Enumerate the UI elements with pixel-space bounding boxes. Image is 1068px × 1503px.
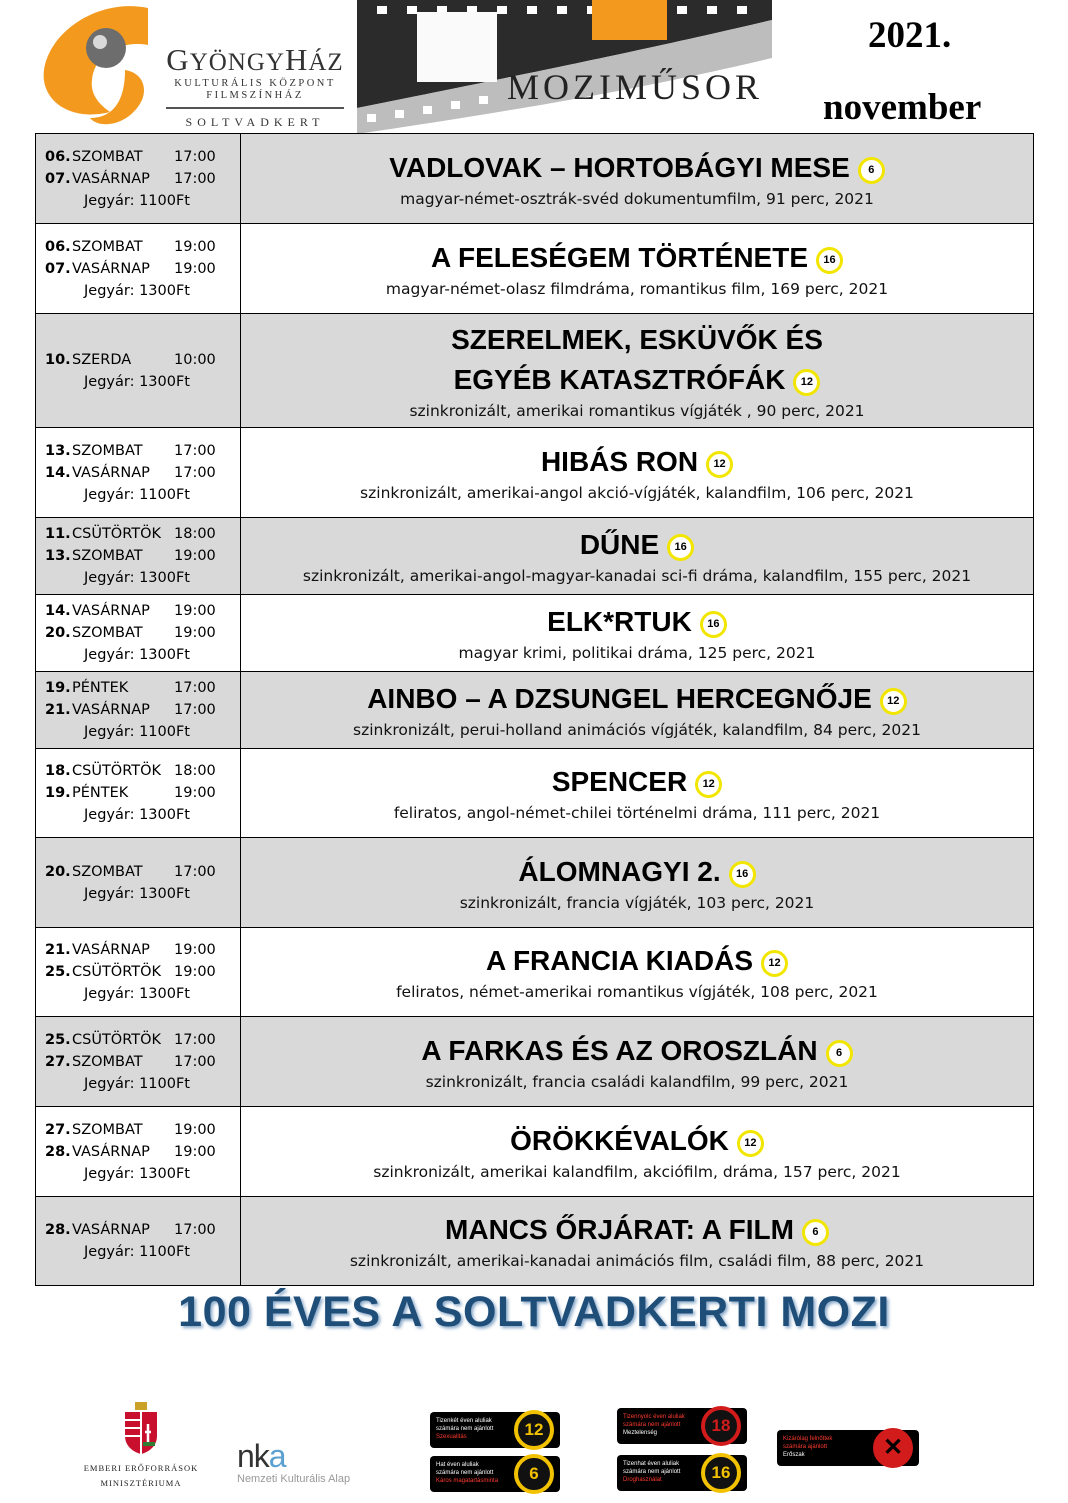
schedule-row [36,672,1034,749]
rating-text: Erőszak [783,1452,805,1458]
schedule-year: 2021. [868,15,952,56]
show-time: 19:00 [174,1121,216,1138]
movie-title-line [580,525,694,565]
movie-title-line [552,762,722,802]
movie-cell [241,595,1033,671]
showtime [45,146,240,168]
schedule-row [36,518,1034,595]
schedule-row [36,838,1034,928]
rating-18-icon: 18 [701,1406,741,1446]
show-day: SZOMBAT [72,863,143,880]
showtimes-cell [36,838,241,927]
rating-text: számára nem ajánlott [436,1470,494,1476]
age-rating-icon: 16 [729,861,756,888]
gyongyhaz-logo-text [166,42,344,130]
schedule-table [35,133,1034,1286]
showtime [45,622,240,644]
rating-text: Tizenkét éven aluliak [436,1418,492,1424]
ticket-price: Jegyár: 1100Ft [84,1075,190,1092]
showtime [45,462,240,484]
age-rating-6-badge [430,1456,560,1492]
show-time: 18:00 [174,526,216,542]
show-time: 17:00 [174,1031,216,1048]
show-time: 17:00 [174,863,216,880]
movie-title: SZERELMEK, ESKÜVŐK ÉS [451,323,823,355]
showtime [45,236,240,258]
show-day: PÉNTEK [72,680,129,696]
show-day: CSÜTÖRTÖK [72,763,162,779]
movie-title-line [431,238,843,278]
showtime [45,699,240,721]
ticket-price: Jegyár: 1100Ft [84,724,190,740]
age-rating-icon: 6 [858,157,885,184]
show-date: 14. [45,464,71,481]
age-rating-adult-badge [777,1430,919,1466]
show-time: 19:00 [174,625,216,641]
show-time: 17:00 [174,1053,216,1070]
showtimes-cell [36,224,241,313]
show-date: 13. [45,442,71,459]
gyongyhaz-logo-icon [30,0,170,130]
showtimes-cell [36,1017,241,1106]
show-day: SZOMBAT [72,442,143,459]
show-time: 17:00 [174,680,216,696]
ticket-price: Jegyár: 1100Ft [84,486,190,503]
show-date: 20. [45,863,71,880]
rating-text: Tizenhat éven aluliak [623,1461,680,1467]
showtimes-cell [36,1107,241,1196]
page-header [0,0,1068,134]
ticket-price: Jegyár: 1300Ft [84,373,190,390]
show-time: 19:00 [174,1143,216,1160]
show-day: VASÁRNAP [72,260,150,277]
logo-name-part: H [284,42,309,77]
rating-12-icon: 12 [514,1410,554,1450]
show-time: 19:00 [174,964,216,980]
ticket-price: Jegyár: 1300Ft [84,282,190,299]
movie-description: magyar-német-osztrák-svéd dokumentumfilm, 91 perc, 2021 [400,189,874,208]
movie-description: szinkronizált, perui-holland animációs vígjáték, kalandfilm, 84 perc, 2021 [353,721,921,739]
show-day: VASÁRNAP [72,170,150,187]
rating-text: Kizárólag felnőttek [783,1436,833,1442]
logo-subtitle: KULTURÁLIS KÖZPONT [174,78,336,89]
age-rating-icon: 12 [793,369,820,396]
showtime [45,349,240,371]
movie-title-line [547,602,727,642]
show-time: 19:00 [174,785,216,801]
rating-badge-text [623,1413,705,1437]
movie-cell [241,672,1033,748]
show-day: CSÜTÖRTÖK [72,526,162,542]
show-day: VASÁRNAP [72,603,150,619]
rating-badge-text [783,1435,865,1459]
movie-title: DŰNE [579,529,660,560]
ticket-price: Jegyár: 1300Ft [84,570,190,586]
show-date: 28. [45,1222,71,1238]
showtimes-cell [36,134,241,223]
age-rating-icon: 16 [700,611,727,638]
movie-title: ÁLOMNAGYI 2. [518,855,721,887]
movie-description: szinkronizált, amerikai-angol-magyar-kanadai sci-fi dráma, kalandfilm, 155 perc, 2021 [302,567,972,585]
ticket-price: Jegyár: 1300Ft [84,807,190,823]
age-rating-icon: 12 [695,771,722,798]
showtimes-cell [36,1197,241,1285]
schedule-row [36,314,1034,428]
show-date: 27. [45,1053,71,1070]
show-date: 21. [45,942,71,958]
movie-title: AINBO – A DZSUNGEL HERCEGNŐJE [367,683,872,714]
show-day: PÉNTEK [72,785,129,801]
show-date: 27. [45,1121,71,1138]
ticket-price: Jegyár: 1100Ft [84,192,190,209]
rating-badge-text [436,1461,518,1485]
movie-cell [241,928,1033,1016]
nka-logo [237,1438,377,1485]
age-rating-icon: 6 [826,1040,853,1067]
show-day: VASÁRNAP [72,464,150,481]
rating-16-icon: 16 [701,1453,741,1493]
movie-cell [241,428,1033,517]
showtimes-cell [36,314,241,427]
rating-text: számára nem ajánlott [623,1422,681,1428]
movie-description: szinkronizált, amerikai-kanadai animációs film, családi film, 88 perc, 2021 [349,1252,925,1270]
movie-cell [241,224,1033,313]
show-time: 17:00 [174,442,216,459]
emmi-text: MINISZTÉRIUMA [100,1478,182,1488]
schedule-row [36,428,1034,518]
rating-6-icon: 6 [514,1454,554,1494]
movie-title: HIBÁS RON [540,445,699,477]
ticket-price: Jegyár: 1300Ft [84,647,190,663]
movie-title-line [367,679,907,719]
show-time: 19:00 [174,260,216,277]
showtime [45,1029,240,1051]
show-day: VASÁRNAP [72,702,150,718]
show-date: 13. [45,548,71,564]
showtime [45,1219,240,1241]
schedule-row [36,1107,1034,1197]
age-rating-icon: 12 [880,688,907,715]
movie-description: feliratos, angol-német-chilei történelmi dráma, 111 perc, 2021 [393,804,881,822]
age-rating-18-badge [617,1408,747,1444]
page-title: MOZIMŰSOR [506,67,764,107]
movie-title-line [518,852,755,892]
logo-name [166,42,344,78]
showtime [45,961,240,983]
rating-text: számára nem ajánlott [436,1426,494,1432]
movie-description: feliratos, német-amerikai romantikus vígjáték, 108 perc, 2021 [396,983,878,1001]
show-time: 19:00 [174,603,216,619]
movie-title: MANCS ŐRJÁRAT: A FILM [445,1214,794,1245]
showtime [45,440,240,462]
movie-cell [241,518,1033,594]
movie-cell [241,749,1033,837]
movie-cell [241,1107,1033,1196]
ticket-price: Jegyár: 1300Ft [84,986,190,1002]
movie-description: szinkronizált, amerikai-angol akció-vígjáték, kalandfilm, 106 perc, 2021 [360,483,914,502]
show-date: 20. [45,625,71,641]
show-time: 17:00 [174,702,216,718]
show-day: SZERDA [72,351,132,368]
logo-town: SOLTVADKERT [185,115,325,129]
show-time: 19:00 [174,238,216,255]
show-day: SZOMBAT [72,625,143,641]
movie-cell [241,314,1033,427]
movie-title-line [445,1210,829,1250]
show-day: VASÁRNAP [72,942,150,958]
show-date: 14. [45,603,71,619]
show-date: 07. [45,170,71,187]
show-time: 19:00 [174,942,216,958]
schedule-month: november [823,87,982,128]
show-day: SZOMBAT [72,548,143,564]
movie-title-line [486,941,788,981]
age-rating-icon: 6 [802,1219,829,1246]
logo-subtitle: FILMSZÍNHÁZ [206,90,304,101]
age-rating-16-badge [617,1455,747,1491]
movie-title: VADLOVAK – HORTOBÁGYI MESE [389,151,850,183]
movie-description: magyar-német-olasz filmdráma, romantikus film, 169 perc, 2021 [385,279,889,298]
showtime [45,600,240,622]
movie-cell [241,1017,1033,1106]
show-day: SZOMBAT [72,148,143,165]
show-time: 19:00 [174,548,216,564]
movie-title-line [389,148,885,188]
rating-text: Káros magatartásminta [436,1478,499,1484]
age-rating-icon: 12 [737,1130,764,1157]
show-date: 19. [45,680,71,696]
show-day: CSÜTÖRTÖK [72,1031,162,1048]
show-time: 17:00 [174,1222,216,1238]
showtime [45,677,240,699]
age-rating-icon: 16 [667,534,694,561]
age-rating-icon: 12 [706,451,733,478]
movie-description: szinkronizált, amerikai romantikus vígjáték , 90 perc, 2021 [409,401,865,420]
show-day: SZOMBAT [72,1121,143,1138]
nka-logo-part: nk [237,1438,269,1474]
show-day: VASÁRNAP [72,1222,150,1238]
schedule-row [36,928,1034,1017]
nka-logo-mark [237,1438,377,1475]
show-day: SZOMBAT [72,238,143,255]
age-rating-icon: 12 [761,950,788,977]
schedule-row [36,749,1034,838]
rating-text: számára ajánlott [783,1444,828,1450]
logo-divider [166,107,344,109]
rating-text: Hat éven aluliak [436,1462,479,1468]
showtime [45,523,240,545]
show-date: 18. [45,763,71,779]
schedule-row [36,1017,1034,1107]
age-rating-12-badge [430,1412,560,1448]
rating-text: számára nem ajánlott [623,1469,681,1475]
showtime [45,545,240,567]
showtime [45,782,240,804]
show-day: CSÜTÖRTÖK [72,964,162,980]
movie-cell [241,838,1033,927]
rating-badge-text [436,1417,518,1441]
ticket-price: Jegyár: 1100Ft [84,1244,190,1260]
movie-title: SPENCER [551,766,688,797]
nka-text: Nemzeti Kulturális Alap [237,1473,351,1485]
show-date: 19. [45,785,71,801]
show-date: 21. [45,702,71,718]
movie-title: A FELESÉGEM TÖRTÉNETE [431,241,808,273]
movie-cell [241,1197,1033,1285]
showtime [45,168,240,190]
show-date: 11. [45,526,71,542]
age-rating-icon: 16 [816,247,843,274]
show-date: 06. [45,148,71,165]
movie-title: ÖRÖKKÉVALÓK [510,1124,729,1156]
movie-description: szinkronizált, amerikai kalandfilm, akciófilm, dráma, 157 perc, 2021 [373,1162,901,1181]
ticket-price: Jegyár: 1300Ft [84,885,190,902]
movie-title-line [541,442,733,482]
ticket-price: Jegyár: 1300Ft [84,1165,190,1182]
movie-cell [241,134,1033,223]
showtimes-cell [36,595,241,671]
showtime [45,1119,240,1141]
coat-of-arms-icon [121,1402,161,1454]
show-time: 10:00 [174,351,216,368]
showtime [45,1141,240,1163]
showtime [45,939,240,961]
show-date: 07. [45,260,71,277]
rating-text: Tizennyolc éven aluliak [623,1414,685,1420]
rating-text: Meztelenség [623,1430,658,1436]
show-time: 17:00 [174,170,216,187]
movie-title-cont: EGYÉB KATASZTRÓFÁK [453,363,786,395]
anniversary-banner: 100 ÉVES A SOLTVADKERTI MOZI [178,1288,890,1336]
movie-description: szinkronizált, francia családi kalandfilm, 99 perc, 2021 [425,1072,849,1091]
showtimes-cell [36,428,241,517]
schedule-row [36,595,1034,672]
show-date: 25. [45,1031,71,1048]
showtime [45,1051,240,1073]
showtimes-cell [36,749,241,837]
show-date: 10. [45,351,71,368]
movie-title: A FARKAS ÉS AZ OROSZLÁN [421,1034,818,1066]
showtimes-cell [36,928,241,1016]
show-date: 28. [45,1143,71,1160]
showtime [45,258,240,280]
movie-title: ELK*RTUK [547,606,692,637]
showtimes-cell [36,518,241,594]
schedule-row [36,134,1034,224]
movie-title-line [510,1121,764,1161]
movie-title-line [421,1031,852,1071]
rating-text: Droghasználat [623,1477,662,1483]
nka-logo-part: a [268,1438,286,1474]
movie-title-line [454,360,821,400]
logo-name-part: ÁZ [308,49,344,76]
emmi-text: EMBERI ERŐFORRÁSOK [83,1463,199,1473]
schedule-row [36,1197,1034,1286]
show-day: SZOMBAT [72,1053,143,1070]
schedule-row [36,224,1034,314]
movie-title: A FRANCIA KIADÁS [485,945,754,976]
show-day: VASÁRNAP [72,1143,150,1160]
emmi-logo [78,1402,204,1489]
showtimes-cell [36,672,241,748]
showtime [45,760,240,782]
show-time: 17:00 [174,464,216,481]
show-time: 17:00 [174,148,216,165]
movie-description: magyar krimi, politikai dráma, 125 perc, 2021 [458,644,816,662]
rating-adult-icon: ✕ [873,1428,913,1468]
rating-badge-text [623,1460,705,1484]
show-date: 06. [45,238,71,255]
movie-description: szinkronizált, francia vígjáték, 103 perc, 2021 [459,893,815,912]
showtime [45,861,240,883]
logo-name-part: YÖNGY [189,49,285,76]
show-date: 25. [45,964,71,980]
rating-text: Szexualitás [436,1434,467,1440]
show-time: 18:00 [174,763,216,779]
logo-name-part: G [166,42,190,77]
